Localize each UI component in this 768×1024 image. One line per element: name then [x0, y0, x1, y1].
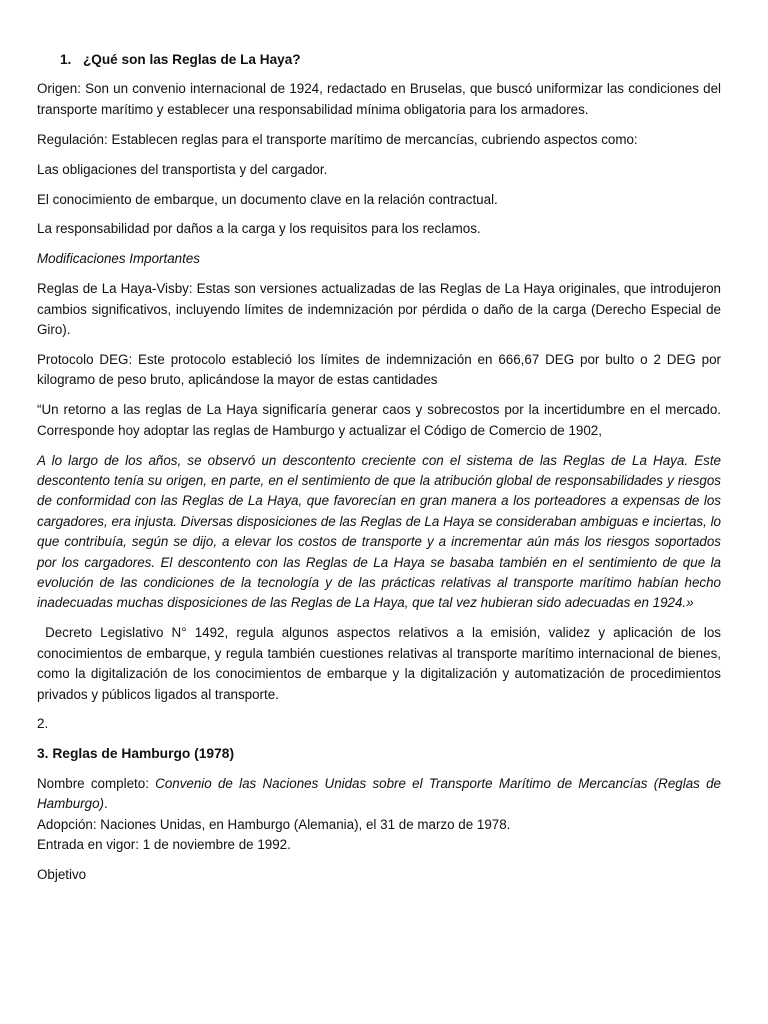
- vigor-text: Entrada en vigor: 1 de noviembre de 1992.: [37, 837, 291, 852]
- nombre-end: .: [103, 796, 108, 812]
- paragraph-obligaciones: Las obligaciones del transportista y del cargador.: [37, 161, 328, 177]
- paragraph-conocimiento: El conocimiento de embarque, un documento clave en la relación contractual.: [37, 191, 498, 207]
- adopcion-text: Adopción: Naciones Unidas, en Hamburgo (Alemania), el 31 de marzo de 1978.: [37, 816, 511, 832]
- paragraph-modificaciones: Modificaciones Importantes: [37, 251, 200, 267]
- paragraph-origen: Origen: Son un convenio internacional de 1924, redactado en Bruselas, que buscó uniformizar las condiciones del transporte marítimo y establecer una responsabilidad mínima obligatoria para los armadores.: [37, 81, 721, 117]
- paragraph-item-2: 2.: [37, 716, 49, 732]
- section-3-heading: 3. Reglas de Hamburgo (1978): [37, 746, 235, 762]
- section-1-number: 1.: [60, 52, 72, 67]
- paragraph-deg: Protocolo DEG: Este protocolo estableció los límites de indemnización en 666,67 DEG por bulto o 2 DEG por kilogramo de peso bruto, aplicándose la mayor de estas cantidades: [37, 351, 721, 388]
- nombre-label: Nombre completo:: [37, 775, 156, 791]
- paragraph-retorno: “Un retorno a las reglas de La Haya significaría generar caos y sobrecostos por la incertidumbre en el mercado. Corresponde hoy adoptar las reglas de Hamburgo y actualizar el Código de Comercio de 1902,: [37, 402, 721, 438]
- nombre-value: Convenio de las Naciones Unidas sobre el Transporte Marítimo de Mercancías (Reglas de Hamburgo): [37, 775, 721, 812]
- paragraph-cita: A lo largo de los años, se observó un descontento creciente con el sistema de las Reglas de La Haya. Este descontento tenía su origen, en parte, en el sentimiento de que la atribución global de responsabilidades y riesgos de conformidad con las Reglas de La Haya, que favorecían en gran manera a los porteadores a expensas de los cargadores, era injusta. Diversas disposiciones de las Reglas de La Haya se consideraban ambiguas e inciertas, lo que contribuía, según se dijo, a elevar los costos de transporte y a incrementar aún más los riesgos soportados por los cargadores. El descontento con las Reglas de La Haya se basaba también en el sentimiento de que la evolución de las condiciones de la tecnología y de las prácticas relativas al transporte marítimo habían hecho inadecuadas muchas disposiciones de las Reglas de La Haya, que tal vez hubieran sido adecuadas en 1924.»: [37, 452, 721, 611]
- paragraph-visby: Reglas de La Haya-Visby: Estas son versiones actualizadas de las Reglas de La Haya originales, que introdujeron cambios significativos, incluyendo límites de indemnización por pérdida o daño de la carga (Derecho Especial de Giro).: [37, 281, 721, 338]
- paragraph-regulacion: Regulación: Establecen reglas para el transporte marítimo de mercancías, cubriendo aspectos como:: [37, 131, 638, 147]
- paragraph-decreto: Decreto Legislativo N° 1492, regula algunos aspectos relativos a la emisión, validez y aplicación de los conocimientos de embarque, y regula también cuestiones relativas al transporte marítimo internacional de bienes, como la digitalización de los conocimientos de embarque y la digitalización y automatización de procedimientos privados y públicos ligados al transporte.: [37, 625, 725, 702]
- section-1-heading: [60, 50, 721, 70]
- paragraph-responsabilidad: La responsabilidad por daños a la carga y los requisitos para los reclamos.: [37, 221, 481, 237]
- section-1-title: ¿Qué son las Reglas de La Haya?: [83, 52, 301, 67]
- paragraph-objetivo: Objetivo: [37, 866, 87, 882]
- paragraph-hamburgo: [37, 774, 721, 856]
- document-body: [37, 50, 725, 895]
